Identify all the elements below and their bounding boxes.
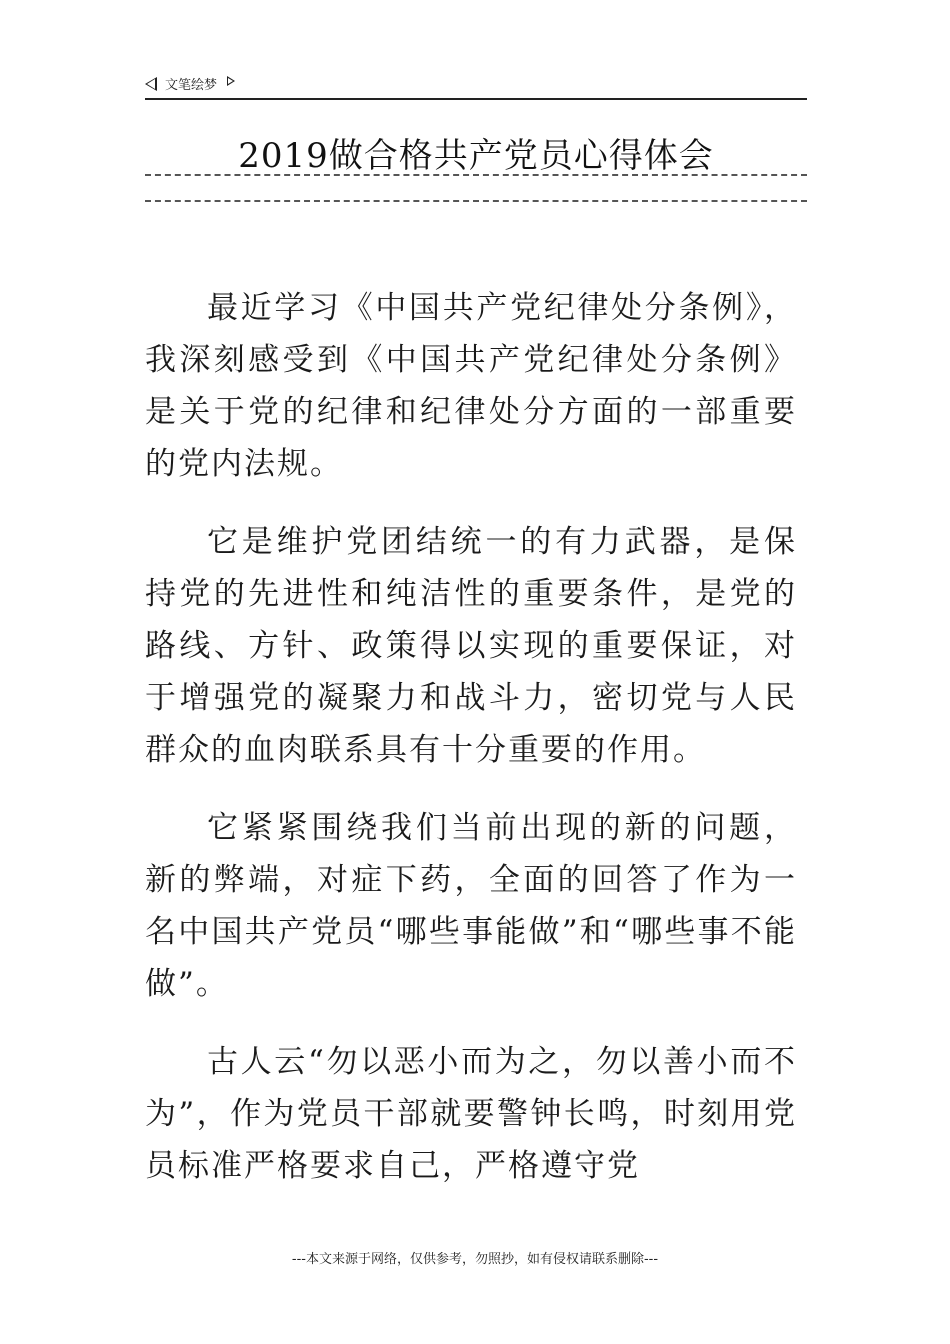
header-brand: 文笔绘梦 — [165, 78, 218, 93]
header-brand-group — [145, 74, 235, 93]
title-divider-bottom — [145, 200, 807, 202]
triangle-right-icon — [227, 76, 235, 86]
paragraph: 它是维护党团结统一的有力武器，是保持党的先进性和纯洁性的重要条件，是党的路线、方针、政策得以实现的重要保证，对于增强党的凝聚力和战斗力，密切党与人民群众的血肉联系具有十分重要的作用。 — [145, 524, 797, 768]
paragraph: 最近学习《中国共产党纪律处分条例》，我深刻感受到《中国共产党纪律处分条例》是关于党的纪律和纪律处分方面的一部重要的党内法规。 — [145, 290, 797, 482]
paragraph: 它紧紧围绕我们当前出现的新的问题，新的弊端，对症下药，全面的回答了作为一名中国共产党员“哪些事能做”和“哪些事不能做”。 — [145, 810, 797, 1002]
paragraph: 古人云“勿以恶小而为之，勿以善小而不为”，作为党员干部就要警钟长鸣，时刻用党员标准严格要求自己，严格遵守党 — [145, 1044, 797, 1184]
title-divider-top — [145, 174, 807, 176]
footer-notice: ---本文来源于网络，仅供参考，勿照抄，如有侵权请联系删除--- — [291, 1252, 659, 1267]
page-header — [145, 72, 807, 100]
document-title: 2019做合格共产党员心得体会 — [238, 136, 714, 176]
document-body — [145, 282, 797, 1218]
triangle-left-icon — [145, 77, 157, 91]
